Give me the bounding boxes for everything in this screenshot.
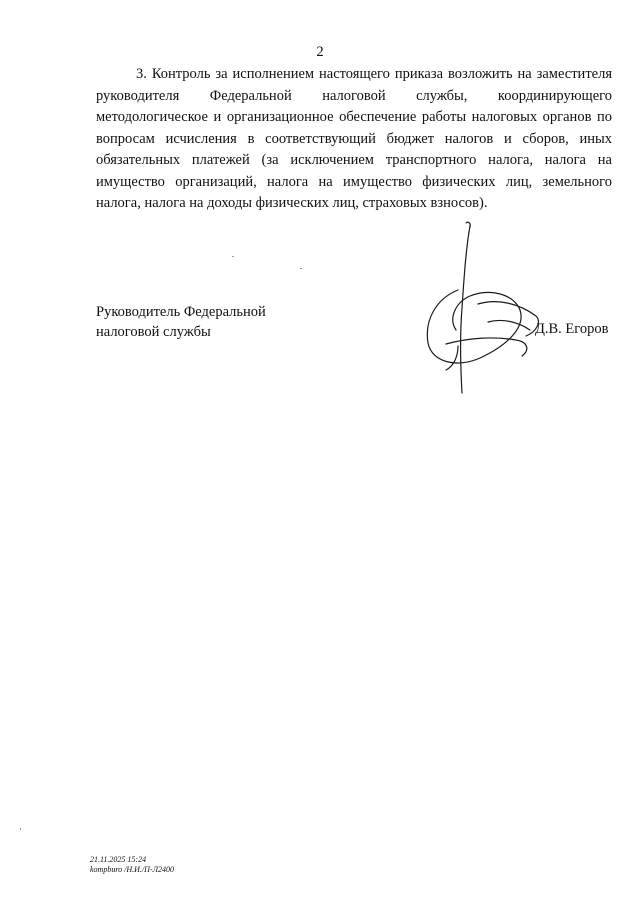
speck-1	[232, 256, 234, 257]
handwritten-signature	[418, 218, 548, 398]
page-number: 2	[316, 44, 324, 60]
document-footer	[90, 855, 174, 875]
signatory-name: Д.В. Егоров	[535, 321, 609, 337]
signatory-position-line-1: Руководитель Федеральной	[96, 304, 266, 320]
speck-2	[300, 268, 302, 269]
footer-timestamp: 21.11.2025 15:24	[90, 855, 147, 864]
speck-3	[20, 828, 21, 830]
footer-file-ref: kompburo /Н.И./П-Л2400	[90, 865, 175, 874]
signatory-position	[96, 302, 266, 342]
signatory-position-line-2: налоговой службы	[96, 324, 211, 340]
order-paragraph-3: 3. Контроль за исполнением настоящего приказа возложить на заместителя руководителя Федеральной налоговой службы, координирующего методологическое и организационное обеспечение работы налоговых органов по вопросам исчисления в соответствующий бюджет налогов и сборов, иных обязательных платежей (за исключением транспортного налога, налога на имущество организаций, налога на имущество физических лиц, земельного налога, налога на доходы физических лиц, страховых взносов).	[96, 66, 612, 211]
